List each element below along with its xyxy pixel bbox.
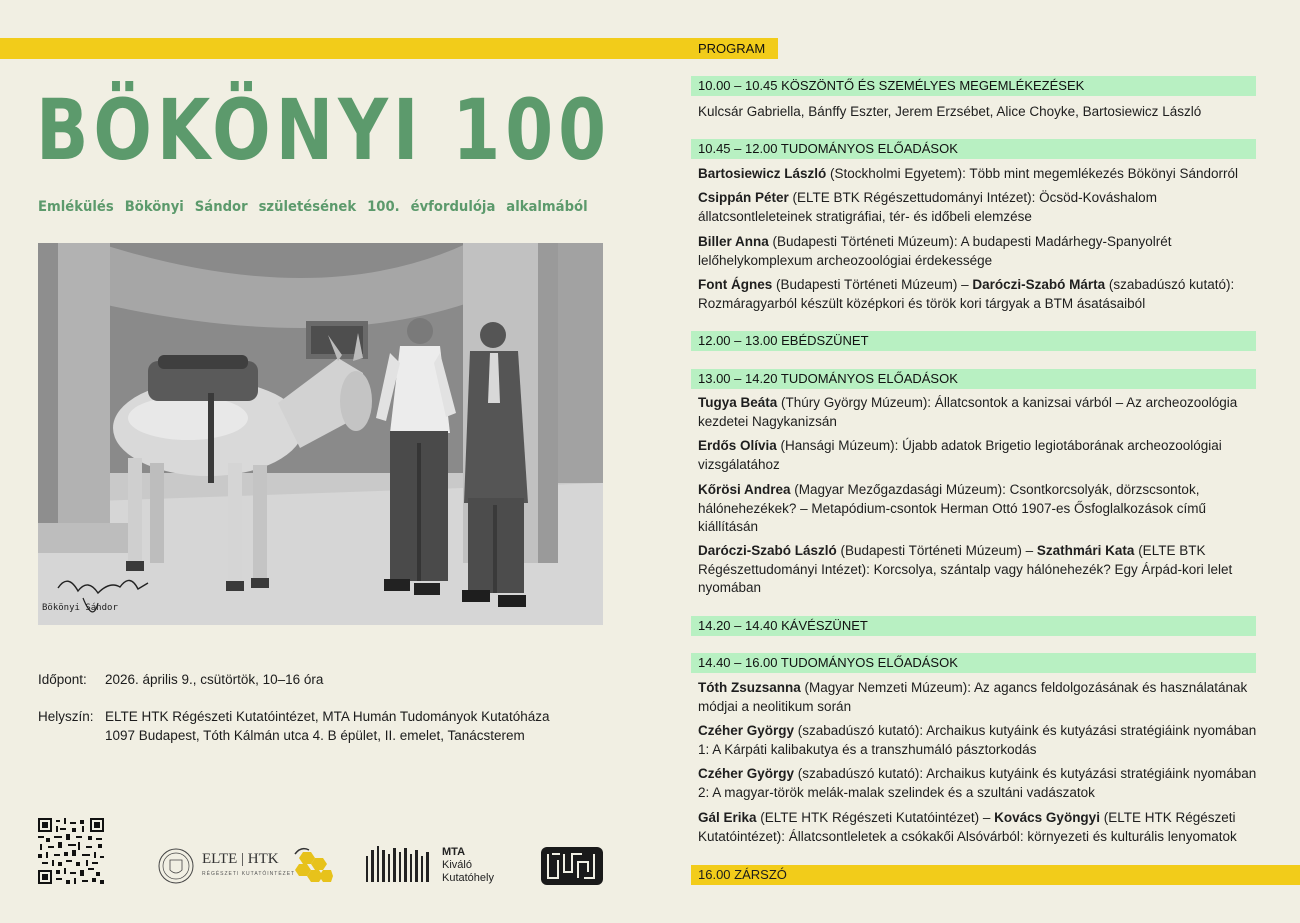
talk-detail: (Budapesti Történeti Múzeum) – bbox=[836, 543, 1037, 558]
talk-item bbox=[698, 765, 1258, 802]
photo-caption: Bökönyi Sándor bbox=[42, 603, 118, 613]
speaker-name: Daróczi-Szabó Márta bbox=[972, 277, 1106, 292]
talk-detail: (ELTE HTK Régészeti Kutatóintézet) – bbox=[756, 810, 995, 825]
session-1-header: 10.00 – 10.45 KÖSZÖNTŐ ÉS SZEMÉLYES MEGEMLÉKEZÉSEK bbox=[691, 76, 1256, 96]
talk-item bbox=[698, 809, 1258, 846]
speaker-name: Daróczi-Szabó László bbox=[698, 543, 837, 558]
talk-detail: (ELTE BTK Régészettudományi Intézet): Öcsöd-Kováshalom állatcsontleleteinek stratigráfiai, tér- és időbeli elemzése bbox=[698, 190, 1157, 224]
talk-detail: (Stockholmi Egyetem): Több mint megemlékezés Bökönyi Sándorról bbox=[826, 166, 1238, 181]
maze-logo-graphic bbox=[540, 846, 604, 886]
talk-item bbox=[698, 394, 1258, 431]
speaker-name: Szathmári Kata bbox=[1036, 543, 1135, 558]
historical-photo bbox=[38, 243, 603, 625]
speaker-name: Gál Erika bbox=[698, 810, 757, 825]
talk-detail: (szabadúszó kutató): Archaikus kutyáink és kutyázási stratégiáink nyomában 1: A Kárpáti kalibakutya és a transzhumáló pásztorkodás bbox=[698, 723, 1257, 757]
talk-item bbox=[698, 481, 1258, 537]
maze-logo[interactable] bbox=[540, 846, 604, 886]
talk-detail: (Magyar Nemzeti Múzeum): Az agancs feldolgozásának és használatának módjai a neolitikum során bbox=[698, 680, 1248, 714]
speaker-name: Kovács Gyöngyi bbox=[994, 810, 1100, 825]
talk-detail: (szabadúszó kutató): Rozmáragyarból készült középkori és török kori tárgyak a BTM ásatásaiból bbox=[698, 277, 1235, 311]
time-value: 2026. április 9., csütörtök, 10–16 óra bbox=[105, 672, 324, 687]
mta-kivalo-kutatohely-logo[interactable] bbox=[366, 846, 506, 886]
session-3-header: 13.00 – 14.20 TUDOMÁNYOS ELŐADÁSOK bbox=[691, 369, 1256, 389]
speaker-name: Bartosiewicz László bbox=[698, 166, 827, 181]
lunch-break-header: 12.00 – 13.00 EBÉDSZÜNET bbox=[691, 331, 1256, 351]
closing-label: 16.00 ZÁRSZÓ bbox=[698, 867, 787, 882]
talk-item bbox=[698, 437, 1258, 474]
coffee-break-header: 14.20 – 14.40 KÁVÉSZÜNET bbox=[691, 616, 1256, 636]
mta-text-3: Kutatóhely bbox=[442, 872, 494, 884]
place-line-2: 1097 Budapest, Tóth Kálmán utca 4. B épület, II. emelet, Tanácsterem bbox=[105, 728, 525, 743]
speaker-name: Csippán Péter bbox=[698, 190, 789, 205]
time-row bbox=[38, 670, 638, 690]
elte-htk-logo[interactable] bbox=[157, 846, 333, 886]
speaker-name: Tugya Beáta bbox=[698, 395, 778, 410]
talk-item bbox=[698, 542, 1258, 598]
talk-detail: (Budapesti Történeti Múzeum) – bbox=[772, 277, 973, 292]
speaker-name: Tóth Zsuzsanna bbox=[698, 680, 801, 695]
program-label: PROGRAM bbox=[698, 41, 766, 56]
talk-item bbox=[698, 165, 1258, 184]
qr-code[interactable] bbox=[38, 818, 104, 884]
talk-detail: (Magyar Mezőgazdasági Múzeum): Csontkorcsolyák, dörzscsontok, hálónehezékek? – Metapódium-csontok Herman Ottó 1907-es Ősfoglalkozások című kiállításán bbox=[698, 482, 1207, 534]
speaker-name: Erdős Olívia bbox=[698, 438, 777, 453]
place-line-1: ELTE HTK Régészeti Kutatóintézet, MTA Humán Tudományok Kutatóháza bbox=[105, 709, 550, 724]
speaker-name: Biller Anna bbox=[698, 234, 769, 249]
session-4-header: 14.40 – 16.00 TUDOMÁNYOS ELŐADÁSOK bbox=[691, 653, 1256, 673]
talk-detail: (Thúry György Múzeum): Állatcsontok a kanizsai várból – Az archeozoológia kezdetei Nagykanizsán bbox=[698, 395, 1238, 429]
session-2-header: 10.45 – 12.00 TUDOMÁNYOS ELŐADÁSOK bbox=[691, 139, 1256, 159]
talk-detail: (Hansági Múzeum): Újabb adatok Brigetio legiotáborának archeozoológiai vizsgálatához bbox=[698, 438, 1222, 472]
top-accent-bar bbox=[0, 38, 778, 59]
elte-htk-name: ELTE | HTK bbox=[202, 851, 279, 867]
talk-item bbox=[698, 722, 1258, 759]
mta-text-2: Kiváló bbox=[442, 859, 472, 871]
talk-detail: (ELTE BTK Régészettudományi Intézet): Korcsolya, szántalp vagy hálónehezék? Egy Árpád-kori lelet nyomában bbox=[698, 543, 1233, 595]
elte-htk-subtitle: RÉGÉSZETI KUTATÓINTÉZET bbox=[202, 871, 296, 877]
talk-item bbox=[698, 276, 1258, 313]
place-row bbox=[38, 707, 638, 747]
talk-item bbox=[698, 679, 1258, 716]
talk-item bbox=[698, 189, 1258, 226]
speaker-name: Czéher György bbox=[698, 766, 795, 781]
mta-text-1: MTA bbox=[442, 846, 466, 858]
talk-detail: (ELTE HTK Régészeti Kutatóintézet): Állatcsontleletek a csókakői Alsóvárból: környezeti és kulturális lenyomatok bbox=[698, 810, 1237, 844]
place-label: Helyszín: bbox=[38, 709, 94, 724]
photo-illustration bbox=[38, 243, 603, 625]
mta-bars-graphic bbox=[366, 846, 436, 886]
speaker-name: Kőrösi Andrea bbox=[698, 482, 791, 497]
page-title: BÖKÖNYI 100 bbox=[36, 81, 611, 179]
time-label: Időpont: bbox=[38, 672, 87, 687]
speaker-name: Czéher György bbox=[698, 723, 795, 738]
page-subtitle: Emlékülés Bökönyi Sándor születésének 100. évfordulója alkalmából bbox=[38, 199, 588, 215]
talk-detail: (szabadúszó kutató): Archaikus kutyáink és kutyázási stratégiáink nyomában 2: A magyar-török melák-malak szelindek és a szultáni vadászatok bbox=[698, 766, 1257, 800]
talk-detail: (Budapesti Történeti Múzeum): A budapesti Madárhegy-Spanyolrét lelőhelykomplexum archeozoológiai érdekessége bbox=[698, 234, 1172, 268]
speaker-name: Font Ágnes bbox=[698, 277, 773, 292]
session-1-speakers: Kulcsár Gabriella, Bánffy Eszter, Jerem Erzsébet, Alice Choyke, Bartosiewicz László bbox=[698, 104, 1202, 119]
talk-item bbox=[698, 233, 1258, 270]
qr-code-graphic bbox=[38, 818, 104, 884]
